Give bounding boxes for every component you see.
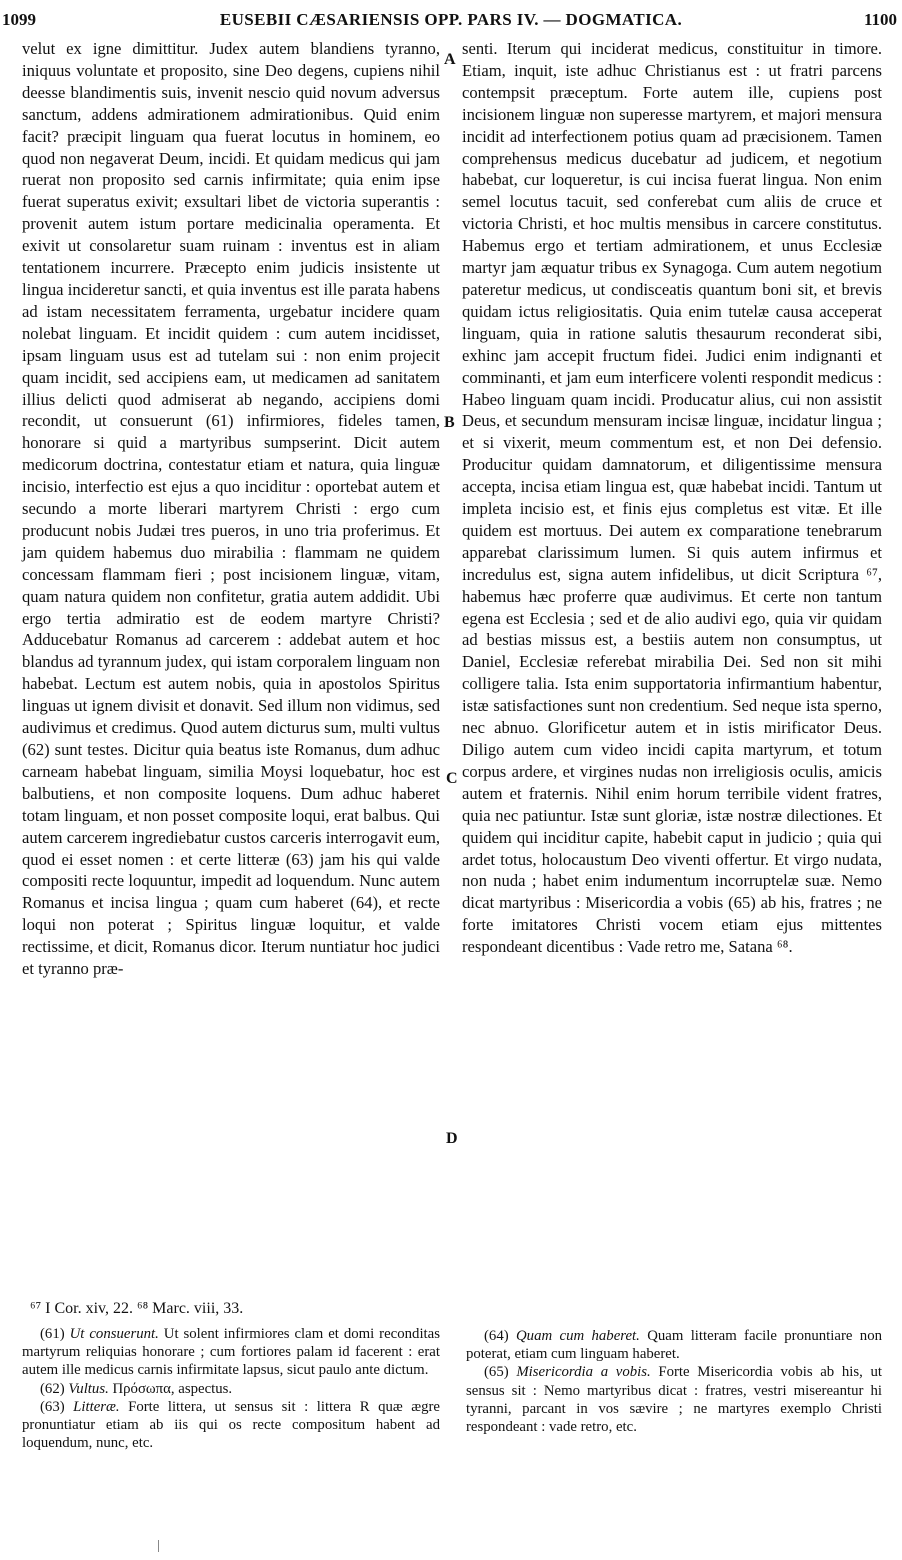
notes-left <box>22 1325 440 1452</box>
running-title: EUSEBII CÆSARIENSIS OPP. PARS IV. — DOGMATICA. <box>219 10 683 29</box>
footnote-text: Forte littera, ut sensus sit : littera R quæ ægre pronuntiatur etiam ab iis qui os recte compositum habent ad loquendum, nunc, etc. <box>22 1398 441 1452</box>
footnote-number: (61) <box>40 1326 65 1342</box>
left-column <box>22 38 440 980</box>
margin-letter-b: B <box>444 414 455 431</box>
right-column <box>462 38 882 958</box>
footnote <box>22 1380 440 1398</box>
footnote-lemma: Litteræ. <box>73 1398 120 1415</box>
running-header <box>0 0 902 38</box>
footnote-text: Πρόσωπα, aspectus. <box>108 1380 233 1397</box>
footnote-number: (63) <box>40 1398 65 1415</box>
footnote <box>466 1327 882 1363</box>
page-number-left: 1099 <box>2 10 36 29</box>
footnote <box>22 1325 440 1380</box>
notes-right <box>466 1327 882 1436</box>
footnote-lemma: Ut consuerunt. <box>69 1326 159 1342</box>
margin-letter-c: C <box>446 770 458 787</box>
footnote-number: (64) <box>484 1328 509 1344</box>
footnote-number: (65) <box>484 1364 509 1381</box>
footnote-text: Ut solent infirmiores clam et domi reconditas martyrum reliquias honorare ; cum fortiores palam id facerent : erat autem ille medicus carnis infirmitate lapsus, sicut paulo ante dictum. <box>22 1326 440 1379</box>
footnote-text: Forte Misericordia vobis ab his, ut sensus sit : Nemo martyribus dicat : fratres, vestri misereantur hi tyranni, parcant in vos sævire ; ne martyres exemplo Christi respondeant : vade retro, etc. <box>466 1364 883 1436</box>
footnote-text: Quam litteram facile pronuntiare non poterat, etiam cum linguam haberet. <box>466 1328 882 1363</box>
footnote-lemma: Misericordia a vobis. <box>516 1364 651 1381</box>
page-number-right: 1100 <box>863 10 897 29</box>
right-column-text: senti. Iterum qui inciderat medicus, constituitur in timore. Etiam, inquit, iste adhuc Christianus est : ut fratri parcens contempsit præceptum. Forte autem ille, cupiens post incisionem linguæ non superesse martyrem, et majori mensura incidit ad interfectionem potius quam ad præcisionem. Tamen comprehensus medicus ducebatur ad judicem, et negotium habebat, cur loqueretur, is cui incisa fuerat lingua. Non enim semel locutus tacuit, sed conferebat cum aliis de cruce et victoria Christi, et hoc multis mensibus in carcere constitutus. Habemus ergo et tertiam admirationem, et unus Ecclesiæ martyr jam æquatur tribus ex Synagoga. Cum autem negotium pateretur medicus, ut condisceatis quantum boni sit, et brevis quidam ictus religiositatis. Quia enim tutelæ causa acceperat linguam, quia in ratione salutis thesaurum reconderat sibi, exhinc jam accepit fructum fidei. Judici enim indignanti et comminanti, et jam eum interficere volenti respondit medicus : Habeo linguam quam incidi. Producatur alius, cui non assistit Deus, et secundum mensuram incisæ linguæ, incidatur lingua ; et si vixerit, meum commentum est, et non Dei defensio. Producitur quidam damnatorum, et diligentissime mensura accepta, incisa etiam lingua est, quæ habebat incidi. Tantum ut impleta incisio est, et finis ejus completus est vitæ. Et ille quidem est mortuus. Dei autem ex comparatione tenebrarum apparebat clarissimum lumen. Si quis autem infirmus et incredulus est, signa autem infidelibus, ut dicit Scriptura ⁶⁷, habemus hæc proferre quæ audivimus. Et certe non tantum egena est Ecclesia ; sed et de alio audivi ego, quia vir quidam ad bestias missus est, a bestiis autem non consumptus, ut Daniel, Ecclesiæ referebat mirabilia Dei. Sed non sit mihi colligere talia. Ista enim supportatoria infirmantium habentur, istæ satisfactiones sunt non credentium. Sed neque ista sperno, nec abnuo. Glorificetur autem et in istis mirificator Deus. Diligo autem cum video incidi capita martyrum, et totum corpus ardere, et virgines nudas non irreligiosis oculis, amicis autem et fraternis. Nihil enim horum terribile vident fratres, quia nec patiuntur. Istæ sunt gloriæ, istæ nostræ dilectiones. Et quidem qui inciditur capite, habebit caput in judicio ; quia qui ardet totus, holocaustum Deo viventi offertur. Et virgo nudata, non nuda ; habet enim indumentum incorruptelæ suæ. Nemo dicat martyribus : Misericordia a vobis (65) ab his, fratres ; ne forte imitatores Christi vocem etiam ejus mittentes respondeant dicentibus : Vade retro me, Satana ⁶⁸. <box>462 39 882 957</box>
margin-letter-d: D <box>446 1130 458 1147</box>
footnote-lemma: Quam cum haberet. <box>516 1328 640 1344</box>
footnote <box>466 1363 882 1436</box>
footnote <box>22 1398 440 1453</box>
margin-letter-a: A <box>444 51 456 68</box>
footnote-lemma: Vultus. <box>68 1380 109 1397</box>
footnote-number: (62) <box>40 1380 65 1397</box>
scan-mark <box>158 1540 159 1552</box>
left-column-text: velut ex igne dimittitur. Judex autem blandiens tyranno, iniquus voluntate et proposito, sine Deo degens, cupiens nihil deesse blandimentis suis, invenit nescio quid novum adversus sanctum, addens admirationem admirationibus. Quid enim facit? præcipit linguam qua fuerat locutus in hominem, eo quod non negaverat Deum, incidi. Et quidam medicus qui jam ruerat non proposito sed carnis infirmitate; quia enim ipse fuerat superatus exivit; exsultari libet de victoria superantis : provenit autem istum portare medicinalia operamenta. Et exivit ut consolaretur suam ruinam : inventus est in aliam tentationem incurrere. Præcepto enim judicis insistente ut lingua incideretur sancti, et quia inventus est ille parata habens ad istam necessitatem ferramenta, urgebatur incidere quam nolebat linguam. Et incidit quidem : cum autem incidisset, ipsam linguam usus est ad tutelam sui : non enim projecit quam incidit, sed accipiens eam, ut medicamen ad sanitatem illius delicti quod admiserat ab negando, accipiens domi recondit, ut consuerunt (61) infirmiores, fideles tamen, honorare si quid a martyribus sumpserint. Dicit autem medicorum doctrina, contestatur etiam et natura, quia linguæ incisio, interfectio est ejus a quo inciditur : oportebat autem et secundo a morte liberari martyrem Christi : ergo cum producunt nobis Judæi tres pueros, in uno tria proferimus. Et jam quidem habemus duo mirabilia : flammam ne quidem concessam flammam fieri ; post incisionem linguæ, vitam, quam natura quidem non confitetur, gratia autem addidit. Ubi ergo tertia admiratio est de eodem martyre Christi? Adducebatur Romanus ad carcerem : addebat autem et hoc blandus ad tyrannum judex, qui istam corporalem linguam non habebat. Lectum est autem nobis, quia in apostolos Spiritus linguas ut ignem divisit et donavit. Sed illum non vidimus, sed audivimus et credimus. Quod autem dicturus sum, multi vultus (62) sunt testes. Dicitur quia beatus iste Romanus, dum adhuc carneam habebat linguam, similia Moysi loquebatur, hoc est balbutiens, et non composite loquens. Dum adhuc haberet totam linguam, et non posset composite loqui, erat balbus. Qui autem carcerem ingrediebatur custos carceris interrogavit eum, quod ei esset nomen : et certe litteræ (63) jam his qui valde compositi recte loquuntur, impedit ad loquendum. Nunc autem Romanus et incisa lingua ; quam cum haberet (64), et recte loqui non poterat ; Spiritus linguæ loquitur, et valde rectissime, et dicit, Romanus dicor. Iterum nuntiatur hoc judici et tyranno præ- <box>22 39 440 979</box>
scripture-references: ⁶⁷ I Cor. xiv, 22. ⁶⁸ Marc. viii, 33. <box>30 1300 244 1317</box>
